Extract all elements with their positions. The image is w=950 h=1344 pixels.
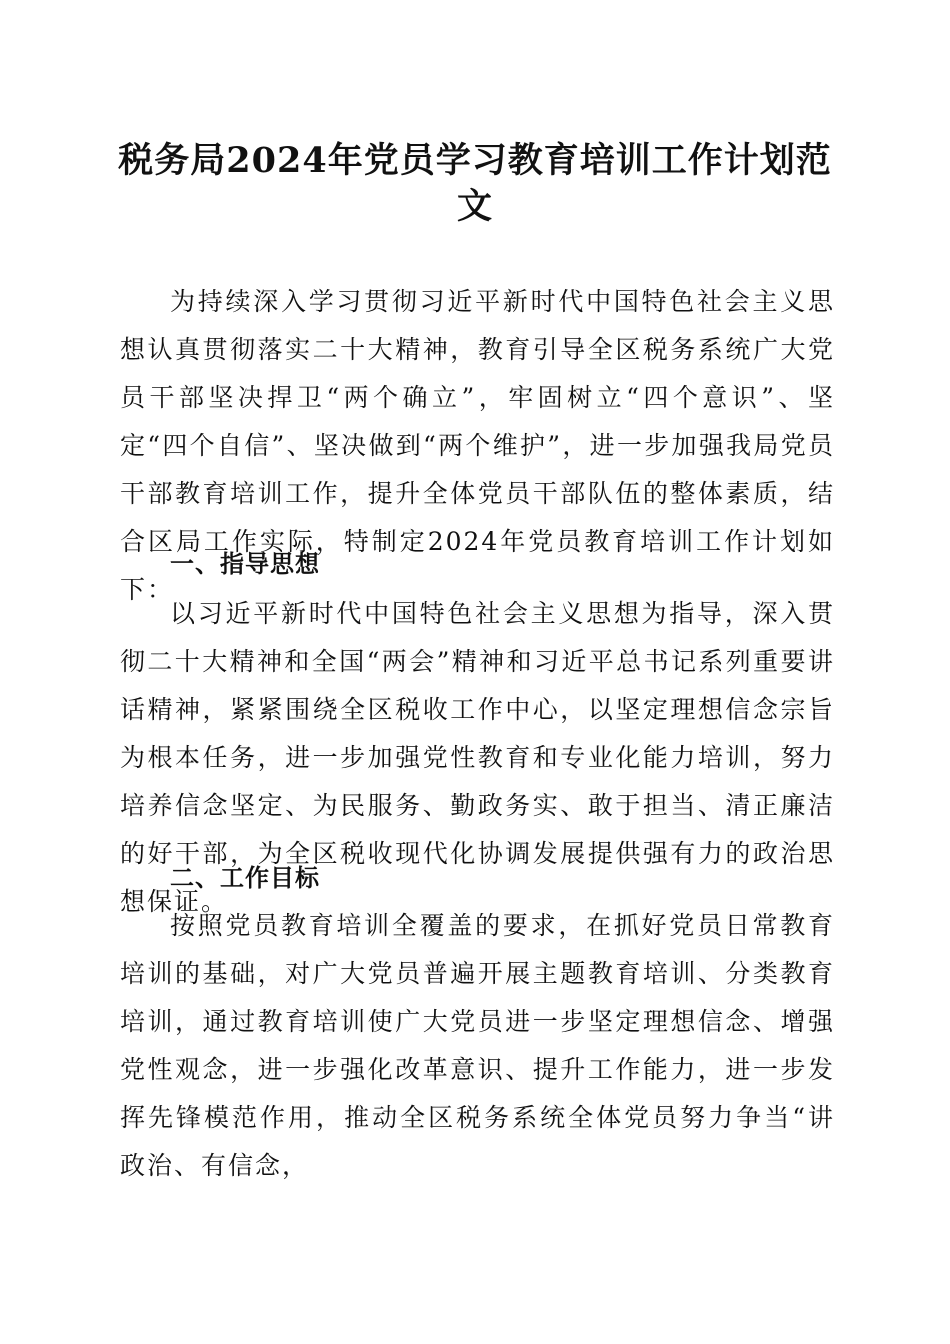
section-body-work-goals: 按照党员教育培训全覆盖的要求，在抓好党员日常教育培训的基础，对广大党员普遍开展主题教育培训、分类教育培训，通过教育培训使广大党员进一步坚定理想信念、增强党性观念，进一步强化改革意识、提升工作能力，进一步发挥先锋模范作用，推动全区税务系统全体党员努力争当“讲政治、有信念，	[120, 911, 835, 1180]
document-title: 税务局2024年党员学习教育培训工作计划范文	[118, 140, 832, 227]
section-heading-work-goals: 二、工作目标	[170, 864, 320, 892]
intro-paragraph: 为持续深入学习贯彻习近平新时代中国特色社会主义思想认真贯彻落实二十大精神，教育引导全区税务系统广大党员干部坚决捍卫“两个确立”，牢固树立“四个意识”、坚定“四个自信”、坚决做到“两个维护”，进一步加强我局党员干部教育培训工作，提升全体党员干部队伍的整体素质，结合区局工作实际，特制定2024年党员教育培训工作计划如下：	[120, 287, 835, 604]
section-heading-guiding-ideology: 一、指导思想	[170, 550, 320, 578]
section-body-guiding-ideology: 以习近平新时代中国特色社会主义思想为指导，深入贯彻二十大精神和全国“两会”精神和习近平总书记系列重要讲话精神，紧紧围绕全区税收工作中心，以坚定理想信念宗旨为根本任务，进一步加强党性教育和专业化能力培训，努力培养信念坚定、为民服务、勤政务实、敢于担当、清正廉洁的好干部，为全区税收现代化协调发展提供强有力的政治思想保证。	[120, 599, 835, 916]
